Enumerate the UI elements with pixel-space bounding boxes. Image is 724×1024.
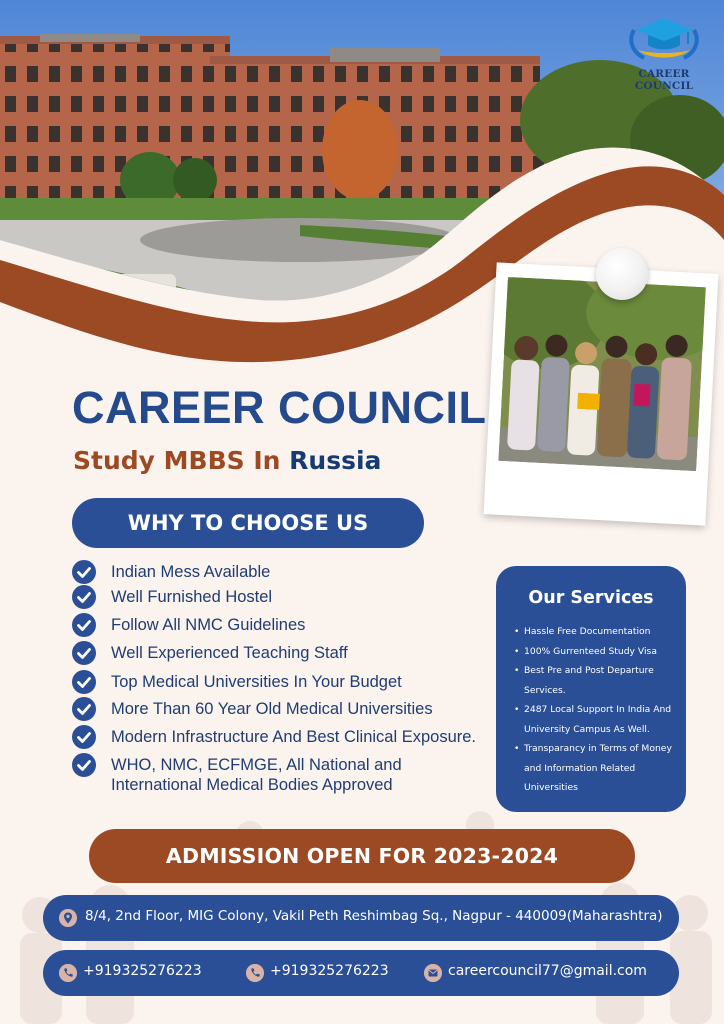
feature-text: WHO, NMC, ECFMGE, All National and [111, 756, 402, 774]
check-circle-icon [72, 670, 96, 694]
feature-text: International Medical Bodies Approved [111, 776, 393, 794]
feature-text: Follow All NMC Guidelines [111, 616, 306, 634]
pin-icon [596, 248, 648, 300]
list-item: • Hassle Free Documentation [514, 622, 682, 642]
feature-text: More Than 60 Year Old Medical Universities [111, 700, 433, 718]
students-photo-frame [484, 262, 719, 525]
location-pin-icon [59, 909, 77, 927]
services-list [514, 622, 682, 798]
check-circle-icon [72, 697, 96, 721]
check-circle-icon [72, 585, 96, 609]
email-address[interactable]: careercouncil77@gmail.com [448, 963, 647, 979]
contact-bar [43, 950, 679, 996]
admission-open-banner: ADMISSION OPEN FOR 2023-2024 [89, 829, 635, 883]
feature-text: Well Experienced Teaching Staff [111, 644, 348, 662]
check-circle-icon [72, 613, 96, 637]
graduation-cap-laurel-icon [622, 14, 706, 62]
career-council-logo [610, 14, 718, 92]
phone-icon [246, 964, 264, 982]
list-item: • 2487 Local Support In India And University Campus As Well. [514, 700, 682, 739]
feature-text: Indian Mess Available [111, 563, 271, 581]
phone-number-2[interactable]: +919325276223 [270, 963, 389, 979]
students-group-photo [498, 277, 705, 471]
check-circle-icon [72, 560, 96, 584]
check-circle-icon [72, 753, 96, 777]
feature-text: Well Furnished Hostel [111, 588, 273, 606]
address-text: 8/4, 2nd Floor, MIG Colony, Vakil Peth Reshimbag Sq., Nagpur - 440009(Maharashtra) [85, 908, 663, 924]
feature-text: Top Medical Universities In Your Budget [111, 673, 402, 691]
email-icon [424, 964, 442, 982]
list-item: • 100% Gurrenteed Study Visa [514, 642, 682, 662]
list-item: • Best Pre and Post Departure Services. [514, 661, 682, 700]
logo-text: CAREER COUNCIL [634, 68, 694, 92]
brand-title: CAREER COUNCIL [72, 382, 487, 433]
phone-icon [59, 964, 77, 982]
services-panel [496, 566, 686, 812]
subtitle [73, 446, 381, 475]
address-bar [43, 895, 679, 941]
check-circle-icon [72, 725, 96, 749]
phone-number-1[interactable]: +919325276223 [83, 963, 202, 979]
subtitle-study-mbbs: Study MBBS In [73, 446, 281, 475]
list-item: • Transparancy in Terms of Money and Information Related Universities [514, 739, 682, 798]
why-choose-us-heading: WHY TO CHOOSE US [72, 498, 424, 548]
subtitle-russia: Russia [289, 446, 382, 475]
feature-text: Modern Infrastructure And Best Clinical Exposure. [111, 728, 477, 746]
services-title: Our Services [528, 588, 654, 608]
check-circle-icon [72, 641, 96, 665]
